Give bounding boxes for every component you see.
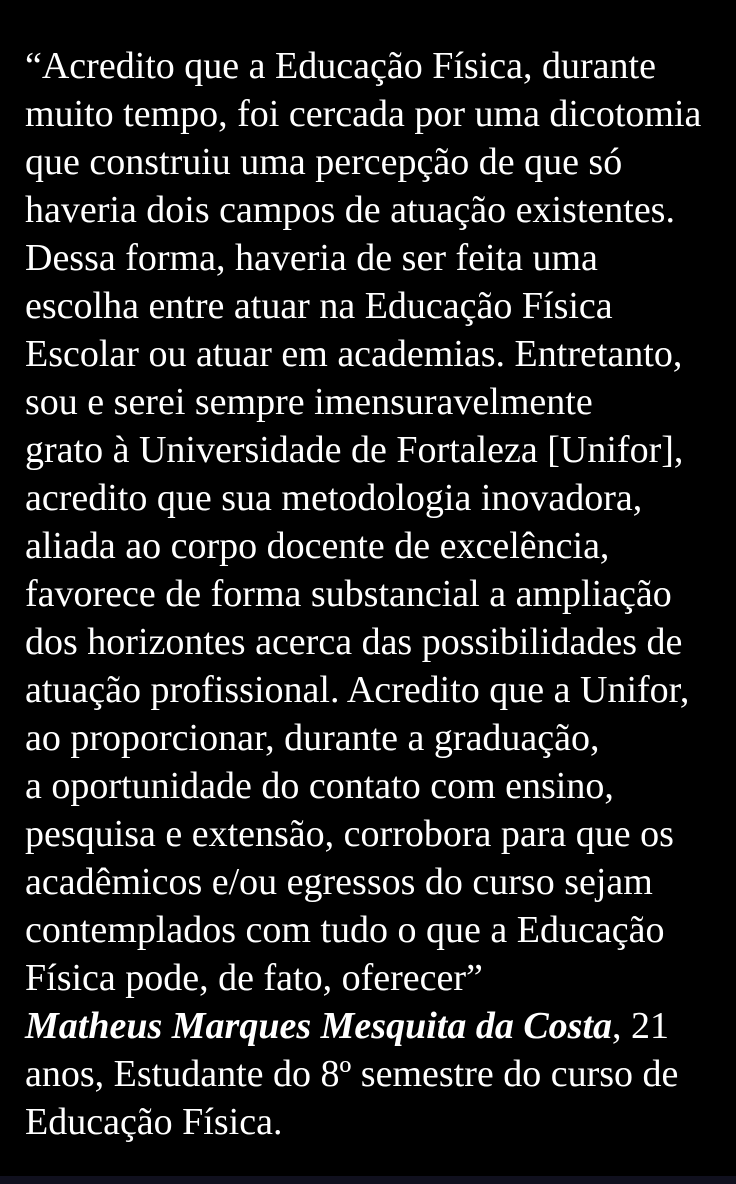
- quote-line: dos horizontes acerca das possibilidades de: [25, 621, 683, 663]
- attribution-line: [25, 1002, 726, 1050]
- quote-line: que construiu uma percepção de que só: [25, 141, 623, 183]
- quote-line: pesquisa e extensão, corrobora para que os: [25, 813, 674, 855]
- quote-line: ao proporcionar, durante a graduação,: [25, 717, 600, 759]
- attribution-line: Educação Física.: [25, 1101, 283, 1143]
- attribution-age: , 21: [612, 1005, 670, 1047]
- attribution-line: anos, Estudante do 8º semestre do curso de: [25, 1053, 679, 1095]
- quote-line: sou e serei sempre imensuravelmente: [25, 381, 593, 423]
- testimonial-quote-block: [25, 42, 726, 1146]
- quote-line: acredito que sua metodologia inovadora,: [25, 477, 643, 519]
- quote-line: escolha entre atuar na Educação Física: [25, 285, 613, 327]
- quote-line: “Acredito que a Educação Física, durante: [25, 45, 656, 87]
- attribution-author-name: Matheus Marques Mesquita da Costa: [25, 1005, 613, 1047]
- bottom-accent-bar: [0, 1176, 736, 1184]
- quote-line: acadêmicos e/ou egressos do curso sejam: [25, 861, 653, 903]
- quote-line: aliada ao corpo docente de excelência,: [25, 525, 610, 567]
- quote-line: atuação profissional. Acredito que a Unifor,: [25, 669, 690, 711]
- quote-line: a oportunidade do contato com ensino,: [25, 765, 614, 807]
- quote-line: Física pode, de fato, oferecer”: [25, 957, 483, 999]
- quote-line: grato à Universidade de Fortaleza [Unifor],: [25, 429, 684, 471]
- quote-line: muito tempo, foi cercada por uma dicotomia: [25, 93, 702, 135]
- quote-line: Escolar ou atuar em academias. Entretanto,: [25, 333, 683, 375]
- quote-line: contemplados com tudo o que a Educação: [25, 909, 665, 951]
- quote-line: haveria dois campos de atuação existentes.: [25, 189, 675, 231]
- quote-line: favorece de forma substancial a ampliação: [25, 573, 672, 615]
- quote-line: Dessa forma, haveria de ser feita uma: [25, 237, 598, 279]
